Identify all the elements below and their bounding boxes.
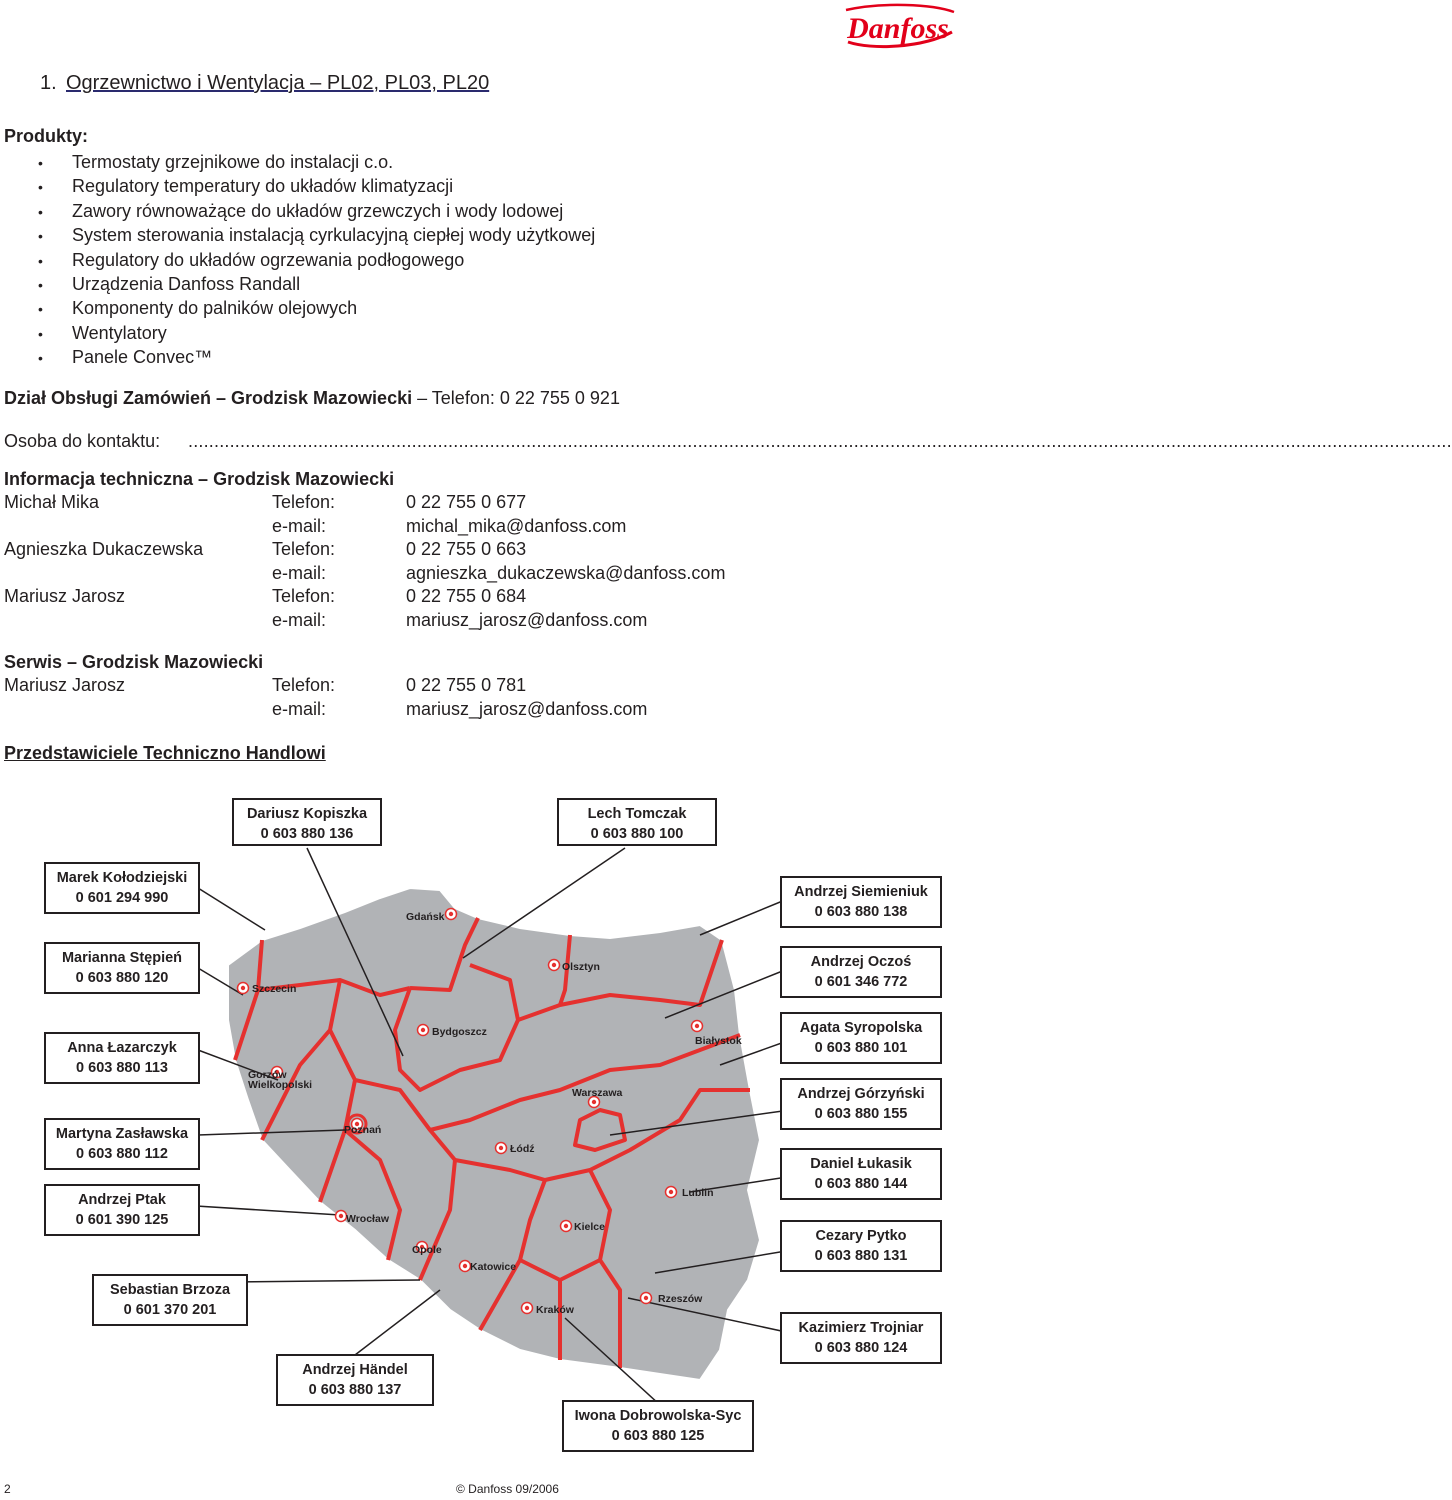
bullet-icon: • <box>38 350 43 367</box>
city-rzeszow: Rzeszów <box>658 1293 703 1305</box>
rep-card <box>92 1274 248 1326</box>
city-wroclaw: Wrocław <box>346 1213 389 1225</box>
products-heading: Produkty: <box>4 126 89 146</box>
email-link[interactable]: michal_mika@danfoss.com <box>406 515 627 536</box>
product-label: Zawory równoważące do układów grzewczych i wody lodowej <box>72 200 564 221</box>
rep-card <box>780 876 942 928</box>
phone-value: 0 22 755 0 781 <box>406 675 527 695</box>
city-bydgoszcz: Bydgoszcz <box>432 1026 487 1038</box>
rep-card <box>780 1012 942 1064</box>
orders-phone: – Telefon: 0 22 755 0 921 <box>417 388 620 408</box>
rep-card <box>276 1354 434 1406</box>
product-item <box>38 223 595 247</box>
contact-name: Agnieszka Dukaczewska <box>4 539 204 559</box>
rep-phone: 0 603 880 100 <box>590 826 684 842</box>
city-marker-icon <box>336 1211 347 1222</box>
city-lodz: Łódź <box>510 1143 535 1155</box>
danfoss-logo <box>842 2 956 52</box>
rep-card <box>780 1148 942 1200</box>
rep-phone: 0 603 880 112 <box>76 1146 168 1162</box>
rep-name: Kazimierz Trojniar <box>798 1320 924 1336</box>
city-kielce: Kielce <box>574 1221 605 1233</box>
product-item <box>38 150 595 174</box>
contact-phone-row <box>4 674 944 698</box>
city-marker-icon <box>522 1303 533 1314</box>
product-item <box>38 272 595 296</box>
rep-name: Andrzej Górzyński <box>797 1086 925 1102</box>
city-marker-icon <box>641 1293 652 1304</box>
email-label: e-mail: <box>272 609 327 630</box>
contact-phone-row <box>4 538 944 562</box>
rep-phone: 0 603 880 138 <box>814 904 908 920</box>
rep-card <box>780 1312 942 1364</box>
rep-card <box>557 798 717 846</box>
product-label: Urządzenia Danfoss Randall <box>72 273 301 294</box>
rep-phone: 0 601 346 772 <box>814 974 908 990</box>
rep-card <box>44 862 200 914</box>
rep-phone: 0 603 880 155 <box>814 1106 908 1122</box>
phone-value: 0 22 755 0 684 <box>406 586 527 606</box>
rep-name: Sebastian Brzoza <box>109 1282 231 1298</box>
bullet-icon: • <box>38 276 43 293</box>
rep-name: Andrzej Oczoś <box>810 954 912 970</box>
rep-name: Daniel Łukasik <box>810 1156 912 1172</box>
bullet-icon: • <box>38 228 43 245</box>
email-label: e-mail: <box>272 515 327 536</box>
city-marker-icon <box>561 1221 572 1232</box>
city-lublin: Lublin <box>682 1187 714 1199</box>
city-marker-icon <box>666 1187 677 1198</box>
rep-name: Anna Łazarczyk <box>67 1040 177 1056</box>
city-szczecin: Szczecin <box>252 983 297 995</box>
rep-name: Andrzej Ptak <box>78 1192 166 1208</box>
tech-info-title: Informacja techniczna – Grodzisk Mazowiecki <box>4 469 395 489</box>
product-label: Panele Convec™ <box>72 347 213 368</box>
rep-card <box>780 1220 942 1272</box>
rep-phone: 0 603 880 136 <box>260 826 354 842</box>
tech-info-rows <box>4 491 944 632</box>
email-label: e-mail: <box>272 562 327 583</box>
rep-phone: 0 603 880 144 <box>814 1176 908 1192</box>
rep-phone: 0 601 390 125 <box>75 1212 169 1228</box>
contact-phone-row <box>4 585 944 609</box>
orders-line <box>4 388 620 409</box>
section-title <box>40 72 489 95</box>
contact-email-row <box>4 698 944 722</box>
rep-name: Martyna Zasławska <box>55 1126 189 1142</box>
rep-name: Cezary Pytko <box>815 1228 907 1244</box>
bullet-icon: • <box>38 301 43 318</box>
rep-phone: 0 603 880 124 <box>814 1340 908 1356</box>
product-label: Termostaty grzejnikowe do instalacji c.o. <box>72 152 394 172</box>
product-item <box>38 174 595 198</box>
email-link[interactable]: agnieszka_dukaczewska@danfoss.com <box>406 562 726 583</box>
city-poznan: Poznań <box>344 1124 382 1136</box>
bullet-icon: • <box>38 252 43 269</box>
products-list <box>38 150 595 370</box>
phone-value: 0 22 755 0 663 <box>406 539 527 559</box>
product-item <box>38 345 595 369</box>
section-title-text: Ogrzewnictwo i Wentylacja – PL02, PL03, PL20 <box>66 72 490 94</box>
city-gdansk: Gdańsk <box>406 911 445 923</box>
product-label: System sterowania instalacją cyrkulacyjną ciepłej wody użytkowej <box>72 225 596 246</box>
section-number: 1. <box>40 72 57 94</box>
rep-phone: 0 603 880 125 <box>611 1428 705 1444</box>
service-block <box>4 650 944 721</box>
rep-card <box>44 942 200 994</box>
service-title: Serwis – Grodzisk Mazowiecki <box>4 652 264 672</box>
rep-phone: 0 601 294 990 <box>75 890 169 906</box>
city-gorzow-2: Wielkopolski <box>248 1079 313 1091</box>
phone-value: 0 22 755 0 677 <box>406 492 527 512</box>
contact-email-row <box>4 609 944 633</box>
product-label: Komponenty do palników olejowych <box>72 298 358 319</box>
city-marker-icon <box>446 909 457 920</box>
contact-name: Mariusz Jarosz <box>4 586 126 606</box>
copyright: © Danfoss 09/2006 <box>456 1482 559 1496</box>
rep-card <box>562 1400 754 1452</box>
phone-label: Telefon: <box>272 539 336 559</box>
rep-card <box>780 946 942 998</box>
contact-email-row <box>4 515 944 539</box>
logo-text: Danfoss <box>847 12 949 45</box>
city-marker-icon <box>549 960 560 971</box>
rep-name: Lech Tomczak <box>587 806 687 822</box>
product-item <box>38 321 595 345</box>
phone-label: Telefon: <box>272 675 336 695</box>
bullet-icon: • <box>38 155 43 171</box>
phone-label: Telefon: <box>272 586 336 606</box>
product-label: Wentylatory <box>72 322 167 343</box>
city-marker-icon <box>460 1261 471 1272</box>
rep-name: Iwona Dobrowolska-Syc <box>574 1408 742 1424</box>
orders-label: Dział Obsługi Zamówień – Grodzisk Mazowiecki <box>4 388 413 408</box>
bullet-icon: • <box>38 325 43 342</box>
email-link[interactable]: mariusz_jarosz@danfoss.com <box>406 698 648 719</box>
city-olsztyn: Olsztyn <box>562 961 600 973</box>
rep-phone: 0 603 880 101 <box>814 1040 908 1056</box>
tech-info-block <box>4 467 944 632</box>
product-item <box>38 248 595 272</box>
contact-phone-row <box>4 491 944 515</box>
city-katowice: Katowice <box>470 1261 517 1273</box>
rep-name: Agata Syropolska <box>799 1020 923 1036</box>
rep-name: Dariusz Kopiszka <box>246 806 368 822</box>
email-link[interactable]: mariusz_jarosz@danfoss.com <box>406 609 648 630</box>
rep-name: Marek Kołodziejski <box>56 870 188 886</box>
rep-name: Marianna Stępień <box>61 950 183 966</box>
city-bialystok: Białystok <box>695 1035 742 1047</box>
city-marker-icon <box>496 1143 507 1154</box>
rep-phone: 0 603 880 131 <box>814 1248 908 1264</box>
rep-card <box>780 1078 942 1130</box>
product-item <box>38 296 595 320</box>
phone-label: Telefon: <box>272 492 336 512</box>
city-opole: Opole <box>412 1244 442 1256</box>
rep-card <box>232 798 382 846</box>
rep-card <box>44 1032 200 1084</box>
bullet-icon: • <box>38 203 43 220</box>
contact-name: Michał Mika <box>4 492 100 512</box>
rep-phone: 0 601 370 201 <box>123 1302 217 1318</box>
bullet-icon: • <box>38 179 43 196</box>
city-marker-icon <box>418 1025 429 1036</box>
city-marker-icon <box>692 1021 703 1032</box>
email-label: e-mail: <box>272 698 327 719</box>
contact-dots: ................................................................................................................................................................................................................................................... <box>188 431 1452 451</box>
city-marker-icon <box>238 983 249 994</box>
city-warszawa: Warszawa <box>572 1087 623 1099</box>
rep-name: Andrzej Händel <box>302 1362 408 1378</box>
product-item <box>38 199 595 223</box>
product-label: Regulatory temperatury do układów klimatyzacji <box>72 176 454 197</box>
city-krakow: Kraków <box>536 1304 574 1316</box>
rep-name: Andrzej Siemieniuk <box>794 884 928 900</box>
city-gorzow: Gorzów <box>248 1069 287 1081</box>
rep-phone: 0 603 880 120 <box>75 970 169 986</box>
product-label: Regulatory do układów ogrzewania podłogowego <box>72 249 465 270</box>
rep-card <box>44 1184 200 1236</box>
reps-title: Przedstawiciele Techniczno Handlowi <box>4 743 326 763</box>
rep-phone: 0 603 880 137 <box>308 1382 402 1398</box>
rep-phone: 0 603 880 113 <box>76 1060 168 1076</box>
contact-name: Mariusz Jarosz <box>4 675 126 695</box>
contact-email-row <box>4 562 944 586</box>
contact-label: Osoba do kontaktu: <box>4 431 161 451</box>
rep-card <box>44 1118 200 1170</box>
page-number: 2 <box>4 1482 11 1496</box>
service-rows <box>4 674 944 721</box>
